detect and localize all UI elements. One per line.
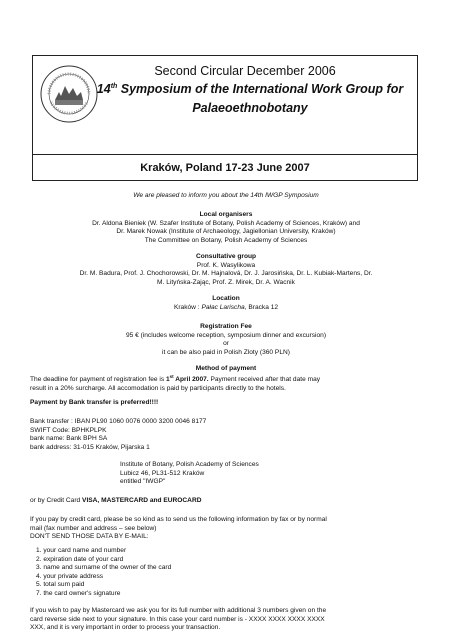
card-info: If you pay by credit card, please be so kind as to send us the following information by fax or by normal mail (fax number and address – see below) DON'T SEND THOSE DATA BY E-MAIL:: [30, 516, 327, 541]
deadline-text: The deadline for payment of registration fee is 1st April 2007. Payment received after that date may result in a 20% surcharge. All accomodation is paid by participants directly to the hotels.: [30, 374, 321, 392]
list-item: 1. your card name and number: [36, 547, 127, 554]
list-item: 4. your private address: [36, 572, 104, 580]
list-item: 7. the card owner's signature: [36, 589, 121, 597]
location-section: [30, 295, 422, 312]
bank-line: SWIFT Code: BPHKPLPK: [30, 426, 107, 434]
fee-or: or: [223, 340, 229, 348]
organiser-line: Dr. Aldona Bieniek (W. Szafer Institute of Botany, Polish Academy of Sciences, Kraków) and: [92, 219, 360, 227]
consultative-heading: Consultative group: [195, 253, 257, 260]
list-item: 2. expiration date of your card: [36, 555, 124, 563]
bank-line: bank name: Bank BPH SA: [30, 435, 108, 443]
card-items-list: [30, 547, 422, 599]
fee-section: [30, 323, 422, 357]
organiser-line: The Committee on Botany, Polish Academy of Sciences: [144, 236, 308, 244]
address-line: Lubicz 46, PL31-512 Kraków: [120, 469, 205, 477]
fee-line: 95 € (includes welcome reception, symposium dinner and excursion): [125, 331, 327, 339]
beneficiary-address: [30, 461, 452, 487]
organisers-section: [30, 211, 422, 245]
consultative-line: Dr. M. Badura, Prof. J. Chochorowski, Dr. M. Hajnalová, Dr. J. Jarosińska, Dr. L. Kubiak-Martens, Dr.: [79, 270, 373, 278]
consultative-line: M. Lityńska-Zając, Prof. Z. Mirek, Dr. A. Wacnik: [157, 278, 295, 286]
intro-text: We are pleased to inform you about the 14th IWGP Symposium: [133, 192, 319, 199]
location-heading: Location: [212, 295, 240, 302]
list-item: 3. name and surname of the owner of the card: [36, 564, 172, 572]
mastercard-note: If you wish to pay by Mastercard we ask you for its full number with additional 3 numbers given on the card reverse side next to your signature. In this case your card number is - XXXX XXXX XXXX XXXX XXX, and it is very important in order to process your transaction.: [30, 607, 327, 632]
symposium-title: 14th Symposium of the International Work Group for: [96, 82, 404, 96]
bank-line: bank address: 31-015 Kraków, Pijarska 1: [30, 443, 150, 451]
address-line: entitled "IWGP": [120, 478, 166, 486]
consultative-section: [30, 253, 422, 287]
bank-details: [30, 418, 422, 452]
bank-line: Bank transfer : IBAN PL90 1060 0076 0000 3200 0046 8177: [30, 418, 207, 425]
consultative-line: Prof. K. Wasylikowa: [196, 261, 256, 269]
fee-heading: Registration Fee: [200, 323, 252, 330]
address-line: Institute of Botany, Polish Academy of Sciences: [120, 461, 259, 468]
organiser-line: Dr. Marek Nowak (Institute of Archaeology, Jagiellonian University, Kraków): [116, 228, 336, 236]
header-box: [32, 55, 418, 155]
payment-heading: Method of payment: [195, 365, 257, 372]
bank-preferred-note: Payment by Bank transfer is preferred!!!!: [30, 399, 159, 406]
organisers-heading: Local organisers: [199, 211, 253, 218]
symposium-title-line2: Palaeoethnobotany: [192, 101, 308, 115]
circular-title: Second Circular December 2006: [154, 64, 336, 78]
list-item: 5. total sum paid: [36, 581, 85, 589]
place-date-box: Kraków, Poland 17-23 June 2007: [32, 155, 418, 181]
fee-line: it can be also paid in Polish Zloty (360 PLN): [162, 348, 290, 356]
credit-card-line: or by Credit Card VISA, MASTERCARD and EUROCARD: [30, 497, 202, 504]
location-line: Kraków : Pałac Larischa, Bracka 12: [173, 303, 279, 311]
